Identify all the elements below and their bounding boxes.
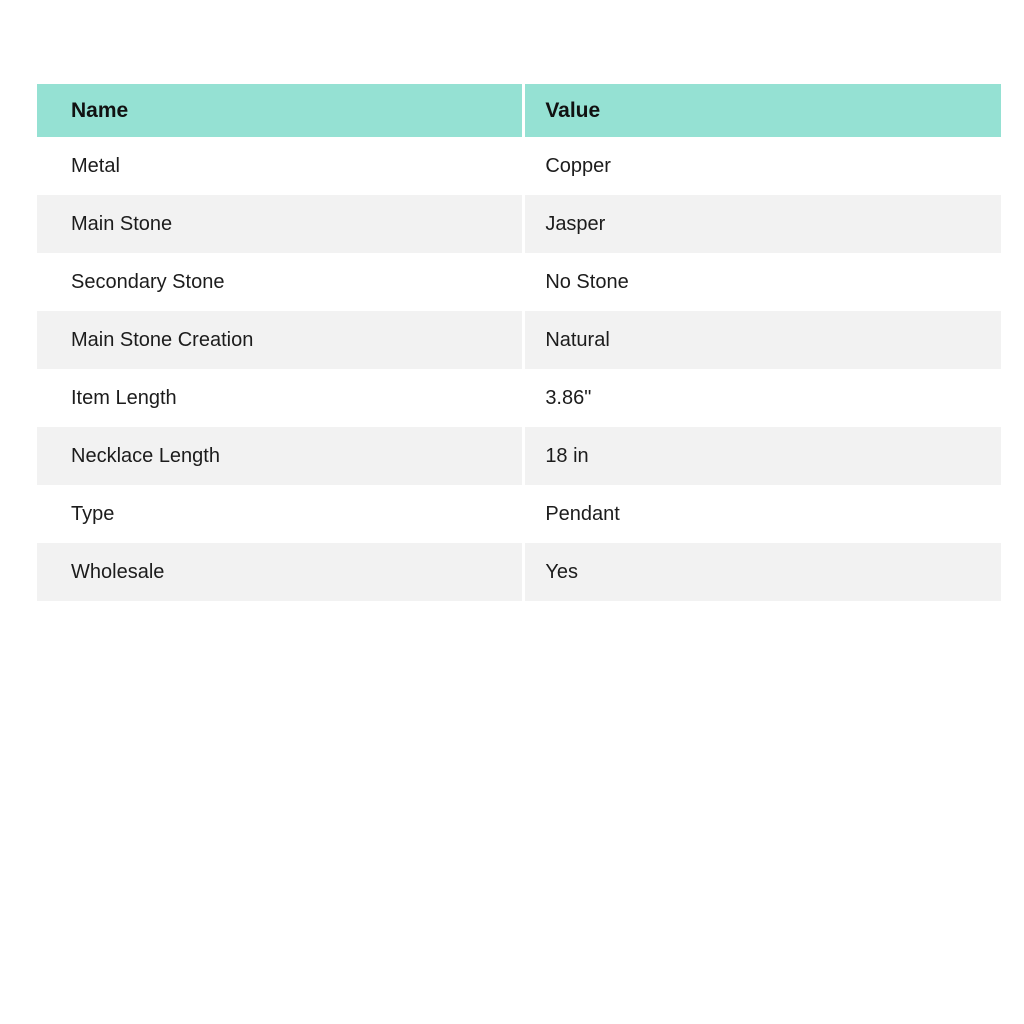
header-value: Value [524, 84, 1001, 137]
attribute-name: Main Stone Creation [37, 311, 524, 369]
attribute-value: Pendant [524, 485, 1001, 543]
attribute-value: Jasper [524, 195, 1001, 253]
table-row [37, 369, 1001, 427]
attribute-value: Natural [524, 311, 1001, 369]
attribute-name: Item Length [37, 369, 524, 427]
table-row [37, 311, 1001, 369]
table-header-row [37, 84, 1001, 137]
attribute-value: 18 in [524, 427, 1001, 485]
attribute-value: Copper [524, 137, 1001, 195]
table-row [37, 543, 1001, 601]
attribute-name: Wholesale [37, 543, 524, 601]
attribute-name: Necklace Length [37, 427, 524, 485]
header-name: Name [37, 84, 524, 137]
attribute-value: No Stone [524, 253, 1001, 311]
attribute-name: Secondary Stone [37, 253, 524, 311]
table-row [37, 485, 1001, 543]
table-row [37, 137, 1001, 195]
table-row [37, 195, 1001, 253]
table-row [37, 253, 1001, 311]
attribute-name: Type [37, 485, 524, 543]
attribute-name: Metal [37, 137, 524, 195]
table-row [37, 427, 1001, 485]
attribute-name: Main Stone [37, 195, 524, 253]
attribute-value: 3.86" [524, 369, 1001, 427]
attributes-table [37, 84, 1001, 601]
attribute-value: Yes [524, 543, 1001, 601]
